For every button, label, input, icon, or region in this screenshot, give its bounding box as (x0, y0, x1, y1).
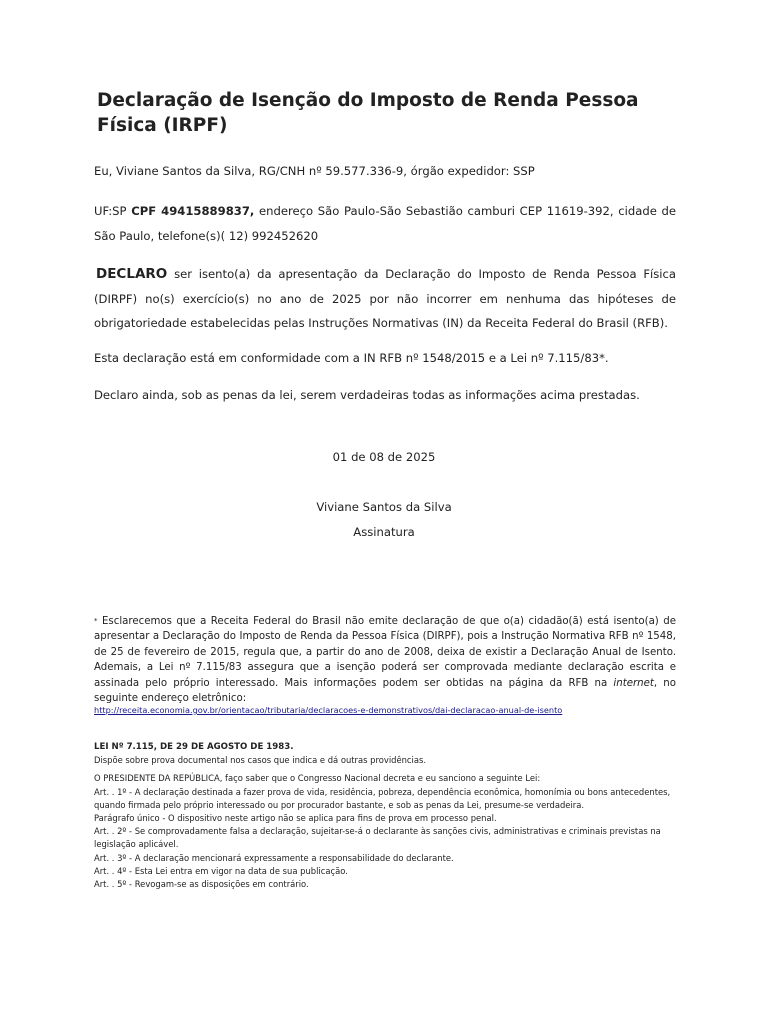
law-article: Art. . 2º - Se comprovadamente falsa a declaração, sujeitar-se-á o declarante às sanções civis, administrativas e criminais previstas na legislação aplicável. (94, 826, 661, 850)
footnote-italic: internet (613, 677, 654, 689)
document-title: Declaração de Isenção do Imposto de Renda Pessoa Física (IRPF) (97, 90, 639, 136)
law-article: Parágrafo único - O dispositivo neste artigo não se aplica para fins de prova em processo penal. (94, 813, 497, 824)
law-article: Art. . 5º - Revogam-se as disposições em contrário. (94, 879, 309, 890)
identity-details (94, 199, 676, 248)
law-article: Art. . 4º - Esta Lei entra em vigor na data de sua publicação. (94, 865, 348, 876)
address-text: endereço São Paulo-São Sebastião camburi CEP 11619-392, cidade de São Paulo, telefone(s)( 12) 992452620 (94, 204, 677, 243)
declaration-text: ser isento(a) da apresentação da Declaração do Imposto de Renda Pessoa Física (DIRPF) no(s) exercício(s) no ano de 2025 por não incorrer em nenhuma das hipóteses de obrigatoriedade estabelecidas pelas Instruções Normativas (IN) da Receita Federal do Brasil (RFB). (94, 267, 677, 330)
footnote (94, 614, 676, 706)
uf-value: UF:SP (94, 204, 127, 218)
footnote-marker: * (94, 617, 98, 625)
penalty-statement: Declaro ainda, sob as penas da lei, serem verdadeiras todas as informações acima prestadas. (94, 388, 640, 402)
declaration-date: 01 de 08 de 2025 (332, 450, 436, 464)
conformity-statement: Esta declaração está em conformidade com a IN RFB nº 1548/2015 e a Lei nº 7.115/83*. (94, 351, 609, 365)
signer-name: Viviane Santos da Silva (316, 500, 452, 514)
law-summary: Dispõe sobre prova documental nos casos que indica e dá outras providências. (94, 755, 427, 766)
footnote-text-before: Esclarecemos que a Receita Federal do Brasil não emite declaração de que o(a) cidadão(ã) está isento(a) de apresentar a Declaração do Imposto de Renda da Pessoa Física (DIRPF), pois a Instrução Normativa RFB nº 1548, de 25 de fevereiro de 2015, regula que, a partir do ano de 2008, deixa de existir a Declaração Anual de Isento. Ademais, a Lei nº 7.115/83 assegura que a isenção poderá ser comprovada mediante declaração escrita e assinada pelo próprio interessado. Mais informações podem ser obtidas na página da RFB na (94, 616, 676, 689)
law-section (94, 741, 684, 891)
footnote-text-after: , no seguinte endereço eletrônico: (94, 677, 676, 705)
identity-line: Eu, Viviane Santos da Silva, RG/CNH nº 59.577.336-9, órgão expedidor: SSP (94, 164, 535, 178)
law-article: Art. . 3º - A declaração mencionará expressamente a responsabilidade do declarante. (94, 852, 454, 863)
declaration-paragraph (94, 262, 676, 336)
declaro-keyword: DECLARO (96, 266, 168, 282)
signature-label: Assinatura (353, 525, 415, 539)
cpf-value: CPF 49415889837, (131, 204, 255, 218)
law-title: LEI Nº 7.115, DE 29 DE AGOSTO DE 1983. (94, 742, 294, 752)
law-article: Art. . 1º - A declaração destinada a fazer prova de vida, residência, pobreza, dependência econômica, homonímia ou bons antecedentes, quando firmada pelo próprio interessado ou por procurador bastante, e sob as penas da Lei, presume-se verdadeira. (94, 786, 671, 810)
rfb-link[interactable]: http://receita.economia.gov.br/orientacao/tributaria/declaracoes-e-demonstrativos/dai-declaracao-anual-de-isento (94, 705, 563, 715)
law-preamble: O PRESIDENTE DA REPÚBLICA, faço saber que o Congresso Nacional decreta e eu sanciono a seguinte Lei: (94, 773, 541, 784)
